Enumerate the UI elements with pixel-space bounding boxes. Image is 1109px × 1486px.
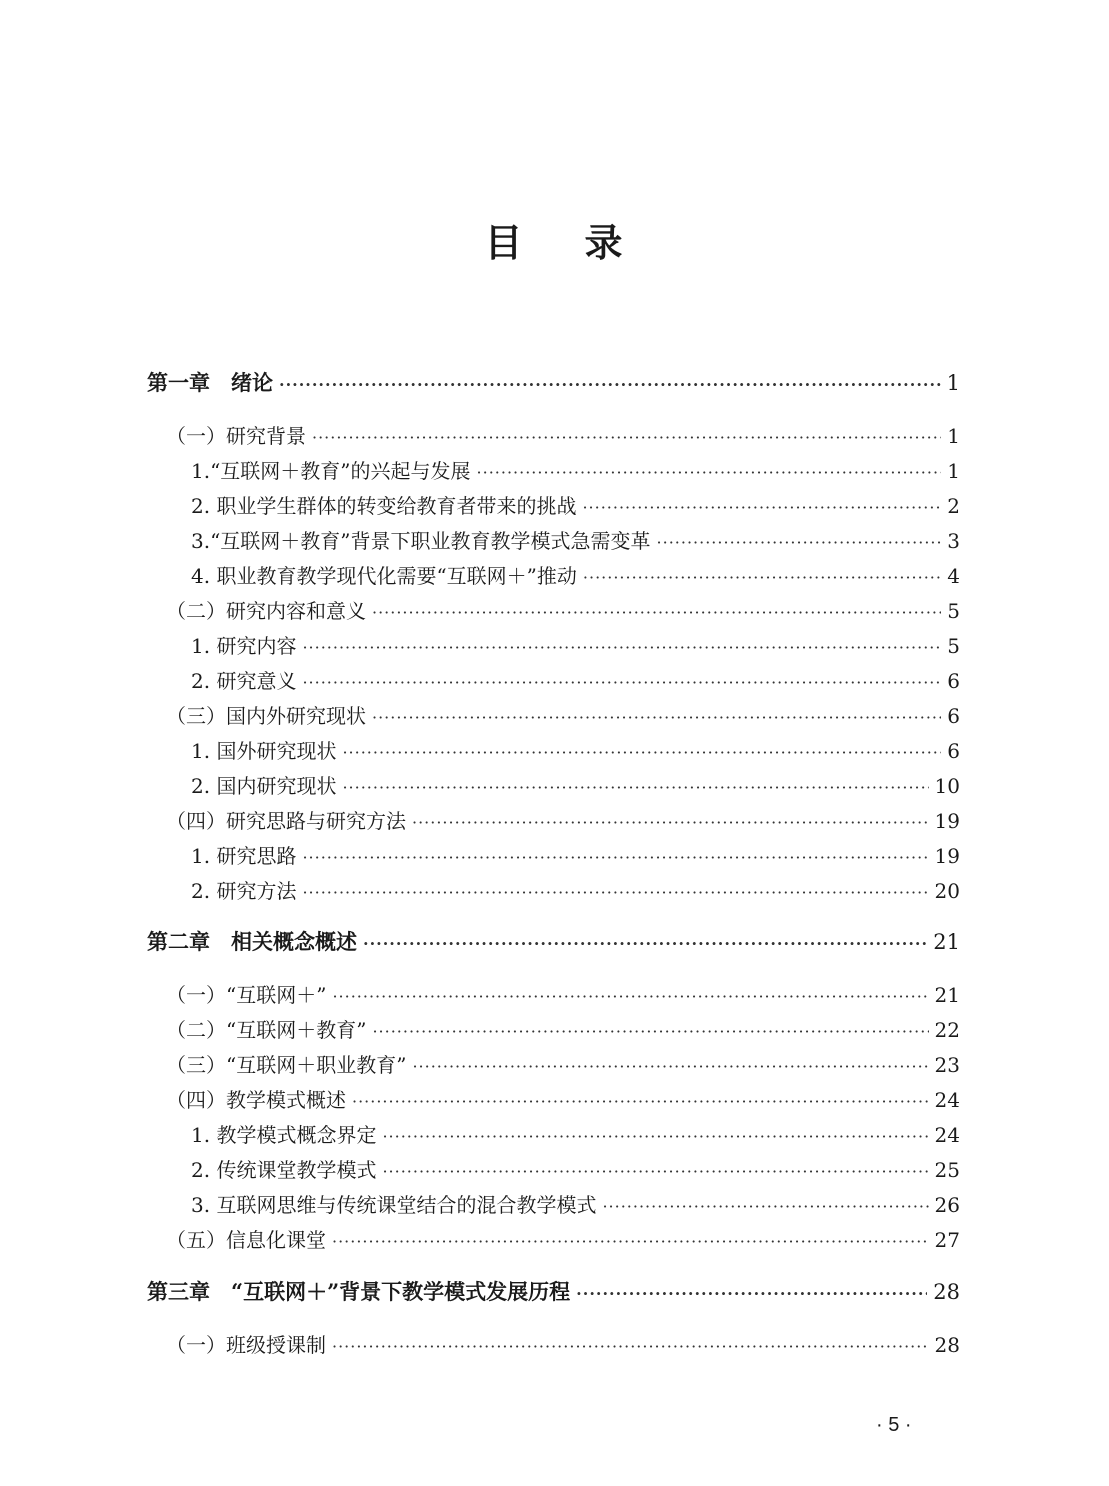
- toc-dot-leader: [412, 1053, 928, 1081]
- toc-dot-leader: [279, 371, 941, 399]
- toc-subsection[interactable]: [191, 562, 960, 592]
- toc-entry-page: 27: [934, 1228, 960, 1252]
- toc-entry-page: 5: [947, 599, 960, 623]
- toc-entry-label: （二）研究内容和意义: [166, 599, 366, 623]
- toc-subsection[interactable]: [191, 527, 960, 557]
- toc-entry-page: 19: [934, 844, 960, 868]
- toc-dot-leader: [582, 494, 941, 522]
- toc-entry-label: 2. 国内研究现状: [191, 774, 337, 798]
- toc-dot-leader: [583, 564, 941, 592]
- toc-subsection[interactable]: [191, 632, 960, 662]
- toc-dot-leader: [657, 529, 942, 557]
- toc-entry-label: （一）“互联网＋”: [166, 983, 327, 1007]
- toc-title-first: 目: [484, 220, 525, 265]
- toc-entry-label: （四）研究思路与研究方法: [166, 809, 406, 833]
- toc-entry-label: 3. 互联网思维与传统课堂结合的混合教学模式: [191, 1193, 597, 1217]
- toc-subsection[interactable]: [191, 877, 960, 907]
- toc-subsection[interactable]: [191, 667, 960, 697]
- toc-subsection[interactable]: [191, 842, 960, 872]
- toc-entry-page: 1: [947, 459, 960, 483]
- toc-entry-label: 1. 研究思路: [191, 844, 297, 868]
- toc-section[interactable]: [166, 1086, 960, 1116]
- toc-subsection[interactable]: [191, 1156, 960, 1186]
- toc-entry-page: 1: [947, 424, 960, 448]
- toc-dot-leader: [332, 1228, 929, 1256]
- toc-entry-page: 21: [934, 983, 960, 1007]
- toc-entry-label: 2. 职业学生群体的转变给教育者带来的挑战: [191, 494, 577, 518]
- toc-entry-page: 2: [947, 494, 960, 518]
- toc-entry-label: 1.“互联网＋教育”的兴起与发展: [191, 459, 471, 483]
- toc-entry-label: 3.“互联网＋教育”背景下职业教育教学模式急需变革: [191, 529, 651, 553]
- toc-entry-page: 24: [934, 1088, 960, 1112]
- toc-section[interactable]: [166, 807, 960, 837]
- toc-entry-label: （四）教学模式概述: [166, 1088, 346, 1112]
- toc-dot-leader: [602, 1193, 928, 1221]
- toc-entry-page: 1: [946, 371, 960, 395]
- toc-section[interactable]: [166, 1016, 960, 1046]
- toc-subsection[interactable]: [191, 1121, 960, 1151]
- toc-entry-label: 1. 研究内容: [191, 634, 297, 658]
- toc-subsection[interactable]: [191, 492, 960, 522]
- toc-entry-page: 6: [947, 669, 960, 693]
- toc-entry-page: 25: [934, 1158, 960, 1182]
- toc-dot-leader: [352, 1088, 929, 1116]
- toc-entry-page: 6: [947, 704, 960, 728]
- toc-entry-label: 第一章 绪论: [147, 370, 273, 395]
- toc-entry-page: 28: [934, 1333, 960, 1357]
- toc-title-second: 录: [584, 220, 625, 265]
- toc-entry-label: （三）国内外研究现状: [166, 704, 366, 728]
- toc-entry-label: 2. 研究方法: [191, 879, 297, 903]
- toc-dot-leader: [382, 1123, 928, 1151]
- toc-entry-label: （三）“互联网＋职业教育”: [166, 1053, 407, 1077]
- toc-section[interactable]: [166, 702, 960, 732]
- toc-entry-page: 20: [934, 879, 960, 903]
- toc-entry-page: 24: [934, 1123, 960, 1147]
- toc-entry-page: 23: [934, 1053, 960, 1077]
- toc-dot-leader: [363, 930, 927, 958]
- toc-dot-leader: [302, 844, 928, 872]
- toc-section[interactable]: [166, 981, 960, 1011]
- toc-dot-leader: [342, 774, 928, 802]
- toc-entry-label: 2. 研究意义: [191, 669, 297, 693]
- toc-dot-leader: [382, 1158, 928, 1186]
- toc-title: [0, 212, 1109, 267]
- toc-entry-label: 1. 教学模式概念界定: [191, 1123, 377, 1147]
- toc-section[interactable]: [166, 422, 960, 452]
- toc-section[interactable]: [166, 1051, 960, 1081]
- toc-dot-leader: [302, 669, 941, 697]
- toc-dot-leader: [412, 809, 929, 837]
- toc-entry-page: 19: [934, 809, 960, 833]
- toc-section[interactable]: [166, 597, 960, 627]
- toc-entry-page: 4: [947, 564, 960, 588]
- toc-entry-page: 6: [947, 739, 960, 763]
- toc-entry-label: 2. 传统课堂教学模式: [191, 1158, 377, 1182]
- toc-subsection[interactable]: [191, 457, 960, 487]
- toc-section[interactable]: [166, 1331, 960, 1361]
- toc-dot-leader: [342, 739, 941, 767]
- toc-entry-label: （五）信息化课堂: [166, 1228, 326, 1252]
- toc-entry-label: 第三章 “互联网＋”背景下教学模式发展历程: [147, 1279, 571, 1304]
- toc-chapter[interactable]: [147, 928, 960, 958]
- toc-entry-page: 3: [947, 529, 960, 553]
- toc-entry-label: 第二章 相关概念概述: [147, 929, 357, 954]
- toc-subsection[interactable]: [191, 737, 960, 767]
- toc-dot-leader: [477, 459, 942, 487]
- toc-entry-label: （二）“互联网＋教育”: [166, 1018, 367, 1042]
- toc-entry-label: 4. 职业教育教学现代化需要“互联网＋”推动: [191, 564, 577, 588]
- toc-dot-leader: [372, 1018, 928, 1046]
- toc-entry-label: （一）班级授课制: [166, 1333, 326, 1357]
- toc-entry-page: 22: [934, 1018, 960, 1042]
- toc-entry-page: 10: [934, 774, 960, 798]
- toc-dot-leader: [302, 634, 941, 662]
- toc-entry-label: 1. 国外研究现状: [191, 739, 337, 763]
- toc-dot-leader: [332, 983, 928, 1011]
- toc-subsection[interactable]: [191, 772, 960, 802]
- toc-dot-leader: [372, 599, 941, 627]
- toc-subsection[interactable]: [191, 1191, 960, 1221]
- toc-entry-page: 21: [933, 930, 960, 954]
- page-number: · 5 ·: [876, 1414, 912, 1436]
- toc-entry-label: （一）研究背景: [166, 424, 306, 448]
- toc-entry-page: 5: [947, 634, 960, 658]
- toc-dot-leader: [302, 879, 928, 907]
- toc-entry-page: 26: [934, 1193, 960, 1217]
- toc-dot-leader: [576, 1280, 927, 1308]
- toc-dot-leader: [372, 704, 941, 732]
- toc-section[interactable]: [166, 1226, 960, 1256]
- toc-entry-page: 28: [933, 1280, 960, 1304]
- toc-chapter[interactable]: [147, 1278, 960, 1308]
- toc-dot-leader: [332, 1333, 929, 1361]
- toc-chapter[interactable]: [147, 369, 960, 399]
- toc-dot-leader: [312, 424, 941, 452]
